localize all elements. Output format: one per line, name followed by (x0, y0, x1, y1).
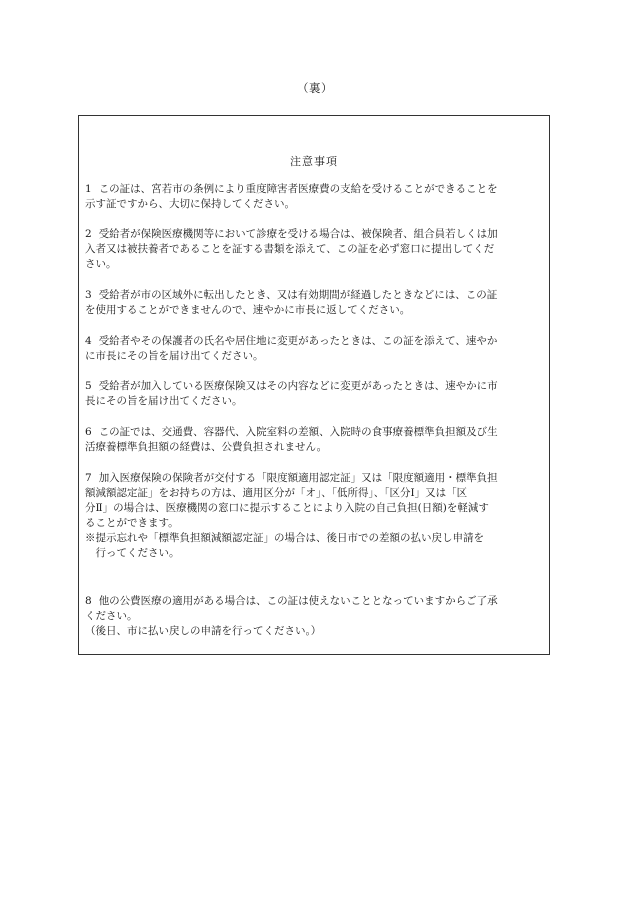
notice-item-1 (85, 182, 543, 212)
item-line: 長にその旨を届け出てください。 (85, 395, 243, 407)
item-number: 3 (85, 289, 92, 301)
item-line: 入者又は被扶養者であることを証する書類を添えて、この証を必ず窓口に提出してくだ (85, 243, 495, 255)
item-number: 5 (85, 380, 92, 392)
item-line: 受給者が保険医療機関等において診療を受ける場合は、被保険者、組合員若しくは加 (98, 228, 498, 240)
notice-box (78, 115, 550, 655)
item-line: この証では、交通費、容器代、入院室料の差額、入院時の食事療養標準負担額及び生 (98, 426, 498, 438)
item-number: 8 (85, 595, 92, 607)
item-note: ※提示忘れや「標準負担額減額認定証」の場合は、後日市での差額の払い戻し申請を (85, 532, 484, 544)
item-line: 受給者が加入している医療保険又はその内容などに変更があったときは、速やかに市 (98, 380, 498, 392)
item-line: に市長にその旨を届け出てください。 (85, 350, 264, 362)
item-number: 6 (85, 426, 92, 438)
item-note: 行ってください。 (85, 547, 180, 559)
item-line: 他の公費医療の適用がある場合は、この証は使えないこととなっていますからご了承 (98, 595, 498, 607)
notice-item-7 (85, 471, 543, 561)
notice-item-6 (85, 425, 543, 455)
item-line: 活療養標準負担額の経費は、公費負担されません。 (85, 441, 328, 453)
item-line: （後日、市に払い戻しの申請を行ってください。） (85, 625, 322, 637)
item-number: 4 (85, 335, 92, 347)
item-number: 2 (85, 228, 92, 240)
notice-title: 注意事項 (290, 155, 338, 168)
item-line: 分Ⅱ」の場合は、医療機関の窓口に提示することにより入院の自己負担(日額)を軽減す (85, 502, 489, 514)
notice-item-5 (85, 379, 543, 409)
item-line: ください。 (85, 610, 138, 622)
item-line: 受給者が市の区域外に転出したとき、又は有効期間が経過したときなどには、この証 (98, 289, 498, 301)
item-line: 額減額認定証」をお持ちの方は、適用区分が「オ」、「低所得」、「区分Ⅰ」又は「区 (85, 487, 468, 499)
notice-item-3 (85, 288, 543, 318)
item-line: ることができます。 (85, 517, 179, 529)
notice-item-4 (85, 334, 543, 364)
item-line: さい。 (85, 258, 117, 270)
notice-item-8 (85, 594, 543, 639)
page-side-label: （裏） (297, 81, 333, 95)
item-number: 1 (85, 183, 92, 195)
item-line: 示す証ですから、大切に保持してください。 (85, 198, 295, 210)
notice-item-2 (85, 227, 543, 272)
item-line: この証は、宮若市の条例により重度障害者医療費の支給を受けることができることを (98, 183, 498, 195)
item-line: を使用することができませんので、速やかに市長に返してください。 (85, 304, 411, 316)
item-line: 受給者やその保護者の氏名や居住地に変更があったときは、この証を添えて、速やか (98, 335, 498, 347)
item-number: 7 (85, 472, 92, 484)
item-line: 加入医療保険の保険者が交付する「限度額適用認定証」又は「限度額適用・標準負担 (98, 472, 498, 484)
